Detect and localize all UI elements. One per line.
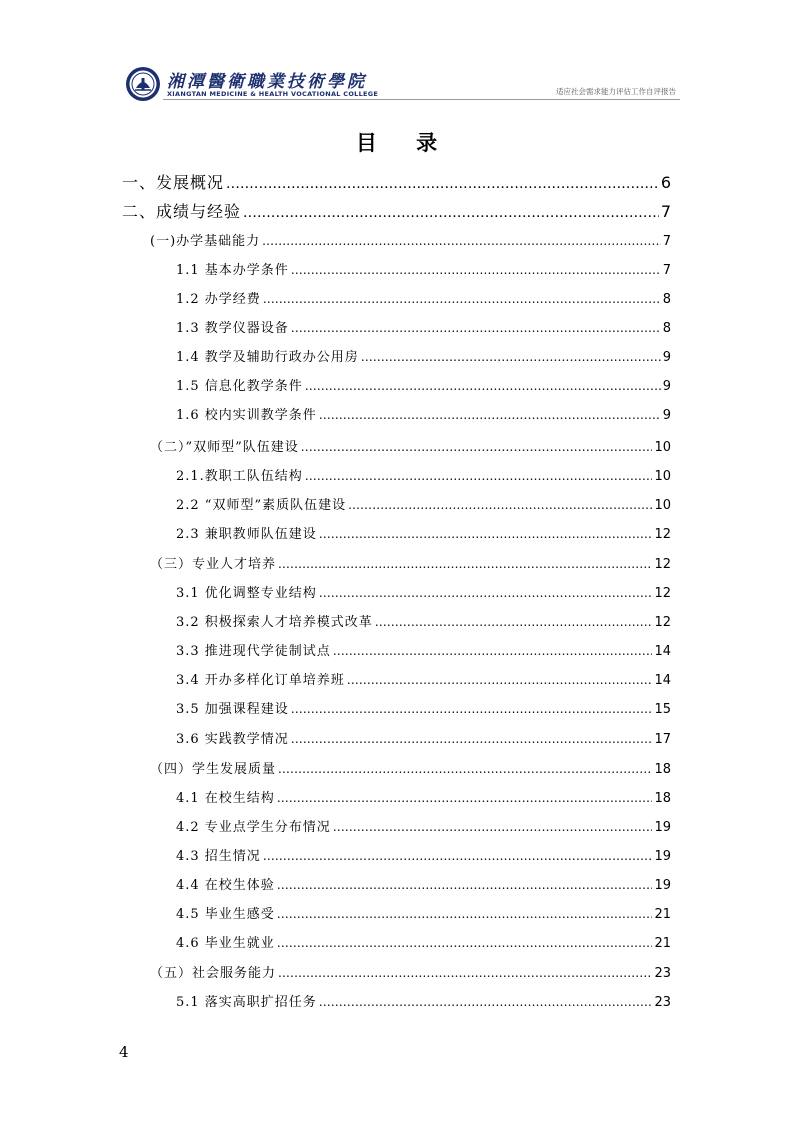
toc-entry[interactable] <box>176 404 671 423</box>
toc-entry-page: 17 <box>654 732 671 747</box>
toc-entry-label: 5.1 落实高职扩招任务 <box>176 995 317 1010</box>
toc-entry[interactable] <box>150 553 671 572</box>
toc-leader-dots <box>263 849 653 864</box>
toc-leader-dots <box>319 586 653 601</box>
toc-entry[interactable] <box>176 728 671 747</box>
page-number: 4 <box>119 1043 129 1061</box>
school-name-en: XIANGTAN MEDICINE & HEALTH VOCATIONAL COLLEGE <box>167 90 379 98</box>
toc-entry-page: 10 <box>654 498 671 513</box>
toc-entry-label: 1.6 校内实训教学条件 <box>176 408 317 423</box>
toc-entry[interactable] <box>176 523 671 542</box>
toc-leader-dots <box>291 321 661 336</box>
toc-entry-page: 23 <box>654 966 671 981</box>
toc-entry-page: 8 <box>662 292 671 307</box>
toc-entry[interactable] <box>176 816 671 835</box>
toc-entry-label: 1.1 基本办学条件 <box>176 263 289 278</box>
toc-entry-label: 4.1 在校生结构 <box>176 791 275 806</box>
toc-entry-label: （四）学生发展质量 <box>150 762 277 777</box>
toc-entry-label: 4.6 毕业生就业 <box>176 936 275 951</box>
toc-entry-label: 4.5 毕业生感受 <box>176 907 275 922</box>
toc-leader-dots <box>375 615 653 630</box>
toc-entry-label: 3.3 推进现代学徒制试点 <box>176 644 331 659</box>
toc-leader-dots <box>348 498 652 513</box>
toc-leader-dots <box>305 379 661 394</box>
toc-leader-dots <box>333 820 653 835</box>
toc-entry-label: 二、成绩与经验 <box>122 202 242 221</box>
toc-entry[interactable] <box>150 962 671 981</box>
toc-entry[interactable] <box>176 346 671 365</box>
header-divider <box>163 99 680 100</box>
toc-entry-label: 3.1 优化调整专业结构 <box>176 586 317 601</box>
toc-entry[interactable] <box>176 317 671 336</box>
toc-entry-page: 18 <box>654 791 671 806</box>
toc-entry[interactable] <box>150 230 671 249</box>
toc-entry-label: 3.2 积极探索人才培养模式改革 <box>176 615 373 630</box>
toc-entry-label: 2.1.教职工队伍结构 <box>176 469 303 484</box>
toc-entry-page: 6 <box>660 173 671 192</box>
toc-entry[interactable] <box>176 991 671 1010</box>
toc-entry-label: 1.5 信息化教学条件 <box>176 379 303 394</box>
toc-entry-page: 12 <box>654 557 671 572</box>
toc-entry[interactable] <box>176 288 671 307</box>
school-seal-icon <box>125 66 161 102</box>
toc-leader-dots <box>319 995 653 1010</box>
toc-entry-page: 18 <box>654 762 671 777</box>
toc-entry[interactable] <box>176 787 671 806</box>
toc-entry-page: 7 <box>662 263 671 278</box>
toc-leader-dots <box>291 263 661 278</box>
toc-entry[interactable] <box>176 494 671 513</box>
toc-entry-label: 1.2 办学经费 <box>176 292 261 307</box>
toc-leader-dots <box>291 732 653 747</box>
toc-entry-page: 19 <box>654 878 671 893</box>
toc-leader-dots <box>291 702 653 717</box>
toc-entry-label: （三）专业人才培养 <box>150 557 277 572</box>
toc-entry[interactable] <box>122 170 671 193</box>
toc-entry-page: 12 <box>654 586 671 601</box>
toc-entry-label: 3.6 实践教学情况 <box>176 732 289 747</box>
toc-leader-dots <box>262 234 661 249</box>
toc-leader-dots <box>301 440 653 455</box>
toc-entry-page: 12 <box>654 527 671 542</box>
toc-leader-dots <box>277 907 653 922</box>
toc-entry-page: 10 <box>654 469 671 484</box>
toc-entry-label: 4.2 专业点学生分布情况 <box>176 820 331 835</box>
toc-leader-dots <box>243 202 659 221</box>
toc-entry[interactable] <box>176 845 671 864</box>
toc-entry-page: 23 <box>654 995 671 1010</box>
toc-entry-label: 4.3 招生情况 <box>176 849 261 864</box>
toc-entry-label: 1.3 教学仪器设备 <box>176 321 289 336</box>
toc-entry[interactable] <box>176 582 671 601</box>
toc-leader-dots <box>278 966 652 981</box>
toc-leader-dots <box>347 673 653 688</box>
toc-entry[interactable] <box>150 436 671 455</box>
toc-entry-label: (一)办学基础能力 <box>150 234 261 249</box>
toc-entry[interactable] <box>176 669 671 688</box>
toc-leader-dots <box>277 936 653 951</box>
toc-entry-page: 9 <box>662 379 671 394</box>
school-name-cn: 湘潭醫衛職業技術學院 <box>167 72 367 92</box>
toc-leader-dots <box>277 791 653 806</box>
toc-entry[interactable] <box>176 698 671 717</box>
toc-entry[interactable] <box>176 874 671 893</box>
toc-leader-dots <box>361 350 661 365</box>
toc-entry-label: （二）”双师型”队伍建设 <box>150 440 299 455</box>
toc-entry-label: 3.5 加强课程建设 <box>176 702 289 717</box>
toc-entry-label: 2.3 兼职教师队伍建设 <box>176 527 317 542</box>
page-header <box>125 66 680 102</box>
toc-entry-page: 19 <box>654 820 671 835</box>
toc-entry-page: 14 <box>654 673 671 688</box>
toc-entry-label: 一、发展概况 <box>122 173 225 192</box>
toc-entry[interactable] <box>176 259 671 278</box>
toc-entry-page: 7 <box>662 234 671 249</box>
toc-title: 目 录 <box>355 131 454 155</box>
toc-entry-page: 9 <box>662 350 671 365</box>
toc-entry-page: 10 <box>654 440 671 455</box>
toc-entry-page: 21 <box>654 936 671 951</box>
toc-entry[interactable] <box>176 903 671 922</box>
toc-leader-dots <box>333 644 653 659</box>
toc-leader-dots <box>226 173 659 192</box>
toc-leader-dots <box>319 527 653 542</box>
toc-entry-page: 14 <box>654 644 671 659</box>
toc-entry[interactable] <box>176 611 671 630</box>
toc-entry-page: 12 <box>654 615 671 630</box>
report-title: 适应社会需求能力评估工作自评报告 <box>556 87 676 96</box>
toc-entry-page: 8 <box>662 321 671 336</box>
toc-leader-dots <box>305 469 653 484</box>
toc-entry-label: 1.4 教学及辅助行政办公用房 <box>176 350 359 365</box>
toc-entry-label: 3.4 开办多样化订单培养班 <box>176 673 345 688</box>
toc-leader-dots <box>278 762 652 777</box>
toc-entry[interactable] <box>176 375 671 394</box>
toc-entry-label: 4.4 在校生体验 <box>176 878 275 893</box>
toc-entry[interactable] <box>176 465 671 484</box>
toc-entry[interactable] <box>176 640 671 659</box>
toc-entry[interactable] <box>150 758 671 777</box>
toc-leader-dots <box>319 408 661 423</box>
toc-leader-dots <box>278 557 652 572</box>
toc-entry-page: 7 <box>660 202 671 221</box>
toc-entry-page: 9 <box>662 408 671 423</box>
toc-entry-page: 21 <box>654 907 671 922</box>
toc-entry[interactable] <box>176 932 671 951</box>
toc-entry-label: （五）社会服务能力 <box>150 966 277 981</box>
toc-leader-dots <box>277 878 653 893</box>
toc-leader-dots <box>263 292 661 307</box>
toc-entry[interactable] <box>122 199 671 222</box>
toc-entry-page: 15 <box>654 702 671 717</box>
toc-entry-label: 2.2 “双师型”素质队伍建设 <box>176 498 347 513</box>
toc-entry-page: 19 <box>654 849 671 864</box>
